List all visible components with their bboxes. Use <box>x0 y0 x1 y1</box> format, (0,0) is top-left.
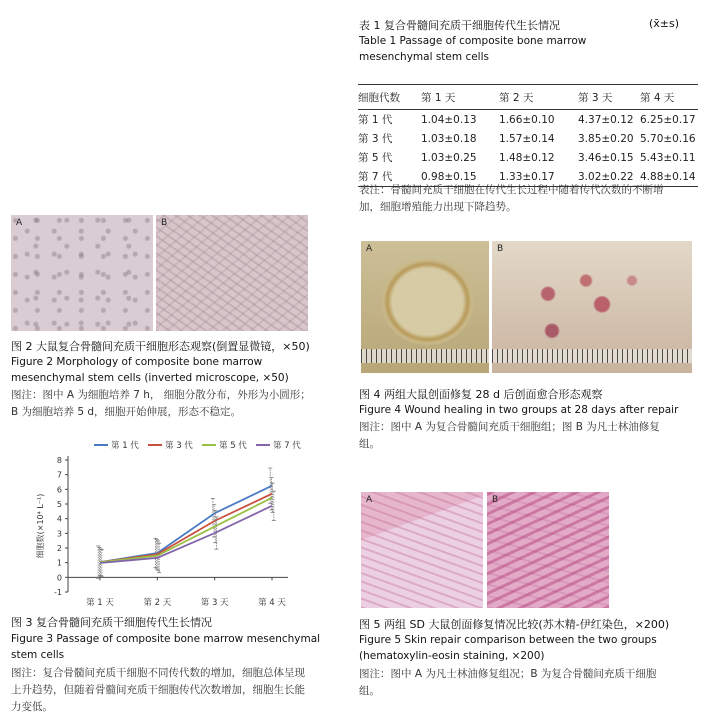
table-cell: 4.37±0.12 <box>578 113 634 126</box>
x-tick-label: 第 2 天 <box>143 598 172 608</box>
y-tick-label: 1 <box>56 558 62 568</box>
fig2-caption-en-line2: mesenchymal stem cells (inverted microscope, ×50) <box>11 372 289 384</box>
fig5-note-line2: 组。 <box>359 685 380 697</box>
table-cell: 1.33±0.17 <box>499 170 555 183</box>
legend-label: 第 3 代 <box>165 441 193 451</box>
table-cell: 5.70±0.16 <box>640 132 696 145</box>
fig5-label-a: A <box>366 495 373 505</box>
table-cell: 0.98±0.15 <box>421 170 477 183</box>
series-line <box>100 494 272 562</box>
table-cell: 5.43±0.11 <box>640 151 696 164</box>
table1-title-en-line2: mesenchymal stem cells <box>359 51 489 63</box>
table-cell: 1.04±0.13 <box>421 113 477 126</box>
table-row <box>358 148 698 167</box>
legend-label: 第 7 代 <box>273 441 301 451</box>
table-row <box>358 110 698 130</box>
fig4-note-line1: 图注：图中 A 为复合骨髓间充质干细胞组；图 B 为凡士林油修复 <box>359 421 660 433</box>
y-tick-label: 5 <box>56 500 62 509</box>
fig4-label-b: B <box>497 244 504 254</box>
fig4-caption-en: Figure 4 Wound healing in two groups at 28 days after repair <box>359 404 679 416</box>
table-cell: 第 7 代 <box>358 171 393 183</box>
chart-legend <box>94 440 301 451</box>
table-cell: 1.03±0.18 <box>421 132 477 145</box>
table-header-cell: 第 4 天 <box>640 91 675 104</box>
fig2-photo-b <box>156 215 308 331</box>
fig5-note-line1: 图注：图中 A 为凡士林油修复组况；B 为复合骨髓间充质干细胞 <box>359 668 657 680</box>
fig2-note-line1: 图注：图中 A 为细胞培养 7 h， 细胞分散分布，外形为小圆形； <box>11 389 311 401</box>
ruler-image <box>492 349 692 363</box>
fig3-caption-cn: 图 3 复合骨髓间充质干细胞传代生长情况 <box>11 616 212 629</box>
table-header-cell: 第 3 天 <box>578 91 613 104</box>
x-tick-label: 第 4 天 <box>258 598 286 608</box>
series-line <box>100 506 272 563</box>
table-cell: 1.48±0.12 <box>499 151 555 164</box>
fig5-caption-en-line1: Figure 5 Skin repair comparison between the two groups <box>359 634 657 646</box>
table-cell: 第 3 代 <box>358 133 393 145</box>
table-cell: 第 1 代 <box>358 114 393 126</box>
fig3-note-line3: 力变低。 <box>11 701 53 713</box>
y-tick-label: 6 <box>56 485 62 495</box>
fig3-note-line1: 图注：复合骨髓间充质干细胞不同传代数的增加，细胞总体呈现 <box>11 667 305 679</box>
table-cell: 3.46±0.15 <box>578 151 634 164</box>
y-tick-label: 3 <box>56 529 62 539</box>
table1-note-line2: 加，细胞增殖能力出现下降趋势。 <box>359 201 517 213</box>
chart-axes <box>54 456 288 608</box>
table1-title-cn: 表 1 复合骨髓间充质干细胞传代生长情况 <box>359 19 560 32</box>
fig3-caption-en-line1: Figure 3 Passage of composite bone marrow mesenchymal <box>11 633 321 645</box>
y-tick-label: 8 <box>56 456 62 465</box>
table1-note-line1: 表注：骨髓间充质干细胞在传代生长过程中随着传代次数的不断增 <box>359 184 664 196</box>
table-cell: 1.57±0.14 <box>499 132 555 145</box>
fig4-note-line2: 组。 <box>359 438 380 450</box>
table-cell: 4.88±0.14 <box>640 170 696 183</box>
y-tick-label: -1 <box>54 588 62 597</box>
fig2-caption-cn: 图 2 大鼠复合骨髓间充质干细胞形态观察(倒置显微镜，×50) <box>11 340 310 353</box>
fig2-note-line2: B 为细胞培养 5 d，细胞开始伸展，形态不稳定。 <box>11 406 242 418</box>
fig2-label-a: A <box>16 218 23 228</box>
y-tick-label: 4 <box>56 514 62 524</box>
table-row <box>358 129 698 148</box>
table1 <box>358 84 698 187</box>
fig5-photo-b <box>487 492 609 608</box>
ruler-image <box>361 349 489 363</box>
y-tick-label: 2 <box>56 544 62 553</box>
table-cell: 3.85±0.20 <box>578 132 634 145</box>
x-tick-label: 第 1 天 <box>86 598 114 608</box>
y-tick-label: 7 <box>56 470 62 480</box>
fig5-photo-a <box>361 492 483 608</box>
fig2-label-b: B <box>161 218 168 228</box>
table-header-cell: 第 1 天 <box>421 91 456 104</box>
chart-y-axis-label: 细胞数(×10⁴ L⁻¹) <box>36 493 45 559</box>
table1-title-en-line1: Table 1 Passage of composite bone marrow <box>359 35 587 47</box>
fig5-caption-en-line2: (hematoxylin-eosin staining, ×200) <box>359 650 545 662</box>
table-cell: 第 5 代 <box>358 152 393 164</box>
fig3-note-line2: 上升趋势，但随着骨髓间充质干细胞传代次数增加，细胞生长能 <box>11 684 305 696</box>
fig4-label-a: A <box>366 244 373 254</box>
table-header-cell: 细胞代数 <box>358 91 400 104</box>
legend-label: 第 1 代 <box>111 441 139 451</box>
fig3-caption-en-line2: stem cells <box>11 649 65 661</box>
x-tick-label: 第 3 天 <box>200 598 229 608</box>
series-line <box>100 486 272 562</box>
fig3-line-chart <box>30 436 302 608</box>
table-header-row <box>358 85 698 110</box>
table1-stat-notation: (x̄±s) <box>649 17 680 30</box>
table-cell: 3.02±0.22 <box>578 170 634 183</box>
fig2-caption-en-line1: Figure 2 Morphology of composite bone marrow <box>11 356 263 368</box>
table-cell: 6.25±0.17 <box>640 113 696 126</box>
table-cell: 1.03±0.25 <box>421 151 477 164</box>
chart-plot-area <box>96 468 276 578</box>
table-header-cell: 第 2 天 <box>499 91 534 104</box>
legend-label: 第 5 代 <box>219 441 247 451</box>
y-tick-label: 0 <box>56 573 62 583</box>
table-cell: 1.66±0.10 <box>499 113 555 126</box>
fig4-photo-b <box>492 241 692 373</box>
fig2-photo-a <box>11 215 153 331</box>
fig4-caption-cn: 图 4 两组大鼠创面修复 28 d 后创面愈合形态观察 <box>359 388 603 401</box>
fig5-caption-cn: 图 5 两组 SD 大鼠创面修复情况比较(苏木精-伊红染色，×200) <box>359 618 670 631</box>
series-line <box>100 498 272 563</box>
fig4-photo-a <box>361 241 489 373</box>
fig5-label-b: B <box>492 495 499 505</box>
